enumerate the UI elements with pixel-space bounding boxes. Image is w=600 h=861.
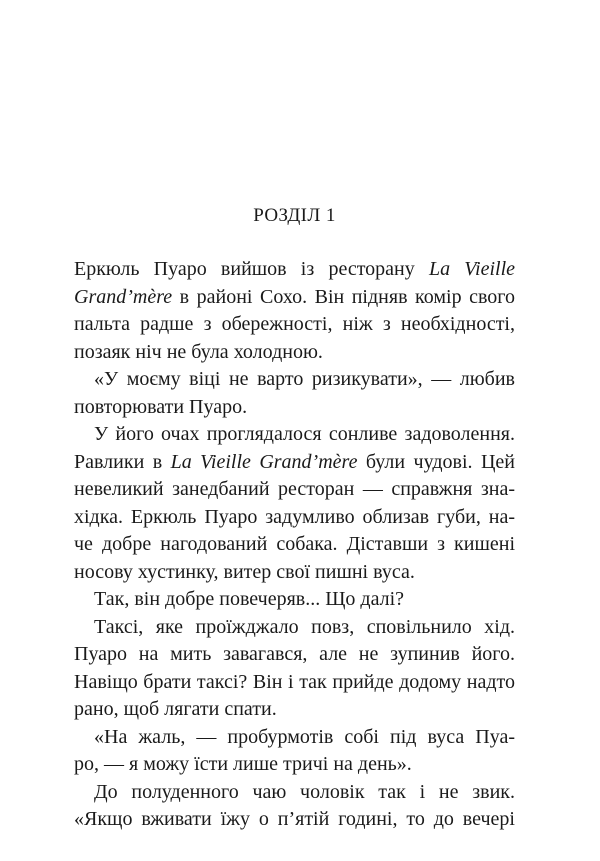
text-fragment: рано, щоб лягати спати. [74,698,277,720]
text-fragment: невеликий занедбаний ресторан — справжня зна- [74,478,515,500]
chapter-title: РОЗДІЛ 1 [253,205,336,226]
text-fragment: були чудові. Цей [357,450,515,473]
text-line [74,641,515,669]
text-fragment: Еркюль Пуаро вийшов із ресторану [74,258,429,280]
text-line [74,531,515,559]
text-fragment: носову хустинку, витер свої пишні вуса. [74,560,415,583]
text-line [74,779,515,807]
text-fragment: «Якщо вживати їжу о п’ятій годині, то до вечері [74,808,515,830]
text-line [74,724,515,752]
text-fragment: повторювати Пуаро. [74,395,248,418]
text-fragment: «На жаль, — пробурмотів собі під вуса Пуа- [94,725,515,748]
text-fragment: Равлики в [74,450,171,473]
text-fragment: У його очах проглядалося сонливе задоволення. [94,423,515,445]
text-line [74,614,515,642]
text-fragment: в районі Сохо. Він підняв комір свого [172,285,515,308]
book-page [74,0,515,861]
text-fragment: Таксі, яке проїжджало повз, сповільнило хід. [94,615,515,638]
text-fragment: че добре нагодований собака. Діставши з кишені [74,533,515,555]
text-line [74,284,515,312]
italic-text-fragment: La Vieille [428,258,515,280]
text-fragment: пальта радше з обережності, ніж з необхідності, [74,313,515,335]
text-fragment: хідка. Еркюль Пуаро задумливо облизав губи, на- [74,505,515,528]
text-line [74,586,515,614]
text-line [74,559,515,587]
text-fragment: Навіщо брати таксі? Він і так прийде додому надто [74,670,515,693]
text-fragment: ро, — я можу їсти лише тричі на день». [74,753,412,775]
text-line [74,806,515,834]
text-fragment: Так, він добре повечеряв... Що далі? [94,588,405,610]
text-line [74,366,515,394]
text-fragment: Пуаро на мить завагався, але не зупинив його. [74,643,515,665]
text-line [74,751,515,779]
text-line [74,394,515,422]
text-fragment: «У моєму віці не варто ризикувати», — любив [94,368,515,390]
text-line [74,669,515,697]
italic-text-fragment: Grand’mère [74,285,173,308]
text-line [74,311,515,339]
text-fragment: До полуденного чаю чоловік так і не звик. [94,780,515,803]
text-line [74,449,515,477]
italic-text-fragment: La Vieille Grand’mère [170,450,358,473]
text-line [74,421,515,449]
text-line [74,696,515,724]
text-line [74,256,515,284]
text-line [74,339,515,367]
text-fragment: позаяк ніч не була холодною. [74,340,323,363]
text-line [74,476,515,504]
chapter-body-text [74,256,515,834]
text-line [74,504,515,532]
